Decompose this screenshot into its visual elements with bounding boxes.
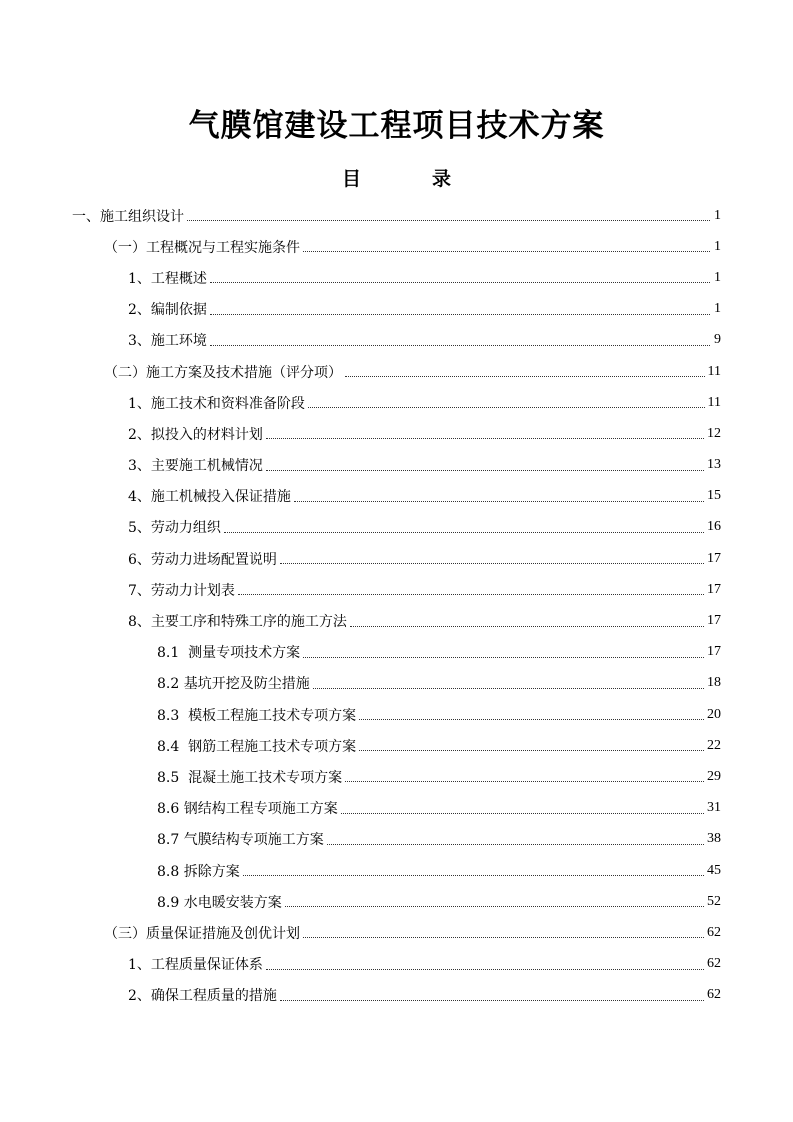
toc-entry[interactable] bbox=[0, 980, 793, 1011]
toc-entry-label: 8.1 测量专项技术方案 bbox=[157, 645, 301, 662]
toc-entry-label: 3、主要施工机械情况 bbox=[128, 458, 263, 475]
toc-dot-leader bbox=[345, 376, 705, 377]
toc-page-number: 16 bbox=[707, 519, 721, 535]
toc-page-number: 45 bbox=[707, 862, 721, 878]
toc-entry[interactable] bbox=[0, 855, 793, 886]
toc-entry-label: （二）施工方案及技术措施（评分项） bbox=[104, 364, 342, 381]
toc-entry[interactable] bbox=[0, 231, 793, 262]
toc-entry-label: 1、工程概述 bbox=[128, 270, 207, 287]
toc-entry[interactable] bbox=[0, 824, 793, 855]
toc-dot-leader bbox=[294, 501, 704, 502]
toc-dot-leader bbox=[327, 844, 704, 845]
toc-entry[interactable] bbox=[0, 699, 793, 730]
toc-entry[interactable] bbox=[0, 387, 793, 418]
toc-page-number: 11 bbox=[707, 394, 721, 410]
toc-page-number: 62 bbox=[707, 956, 721, 972]
toc-dot-leader bbox=[266, 969, 704, 970]
toc-page-number: 1 bbox=[714, 269, 721, 285]
toc-dot-leader bbox=[303, 251, 710, 252]
toc-entry[interactable] bbox=[0, 574, 793, 605]
toc-page-number: 13 bbox=[707, 457, 721, 473]
toc-entry-label: 2、编制依据 bbox=[128, 302, 207, 319]
toc-page-number: 1 bbox=[714, 207, 721, 223]
toc-page-number: 15 bbox=[707, 488, 721, 504]
toc-dot-leader bbox=[187, 220, 710, 221]
toc-dot-leader bbox=[224, 532, 704, 533]
toc-page-number: 38 bbox=[707, 831, 721, 847]
toc-page-number: 18 bbox=[707, 675, 721, 691]
toc-dot-leader bbox=[308, 407, 705, 408]
toc-dot-leader bbox=[303, 937, 704, 938]
toc-entry-label: 5、劳动力组织 bbox=[128, 520, 221, 537]
toc-entry[interactable] bbox=[0, 450, 793, 481]
toc-page-number: 17 bbox=[707, 581, 721, 597]
toc-dot-leader bbox=[243, 875, 704, 876]
toc-entry-label: 8、主要工序和特殊工序的施工方法 bbox=[128, 614, 347, 631]
toc-entry[interactable] bbox=[0, 294, 793, 325]
toc-entry-label: 1、施工技术和资料准备阶段 bbox=[128, 395, 305, 412]
toc-entry[interactable] bbox=[0, 668, 793, 699]
toc-dot-leader bbox=[210, 314, 710, 315]
toc-page-number: 17 bbox=[707, 550, 721, 566]
toc-entry-label: （一）工程概况与工程实施条件 bbox=[104, 239, 300, 256]
toc-page-number: 62 bbox=[707, 987, 721, 1003]
toc-entry[interactable] bbox=[0, 886, 793, 917]
toc-entry-label: 一、施工组织设计 bbox=[72, 208, 184, 225]
toc-entry-label: 6、劳动力进场配置说明 bbox=[128, 551, 277, 568]
toc-page-number: 1 bbox=[714, 238, 721, 254]
toc-page-number: 12 bbox=[707, 425, 721, 441]
toc-entry[interactable] bbox=[0, 761, 793, 792]
toc-entry-label: 8.7 气膜结构专项施工方案 bbox=[157, 832, 324, 849]
toc-entry[interactable] bbox=[0, 418, 793, 449]
toc-page-number: 22 bbox=[707, 737, 721, 753]
toc-entry[interactable] bbox=[0, 481, 793, 512]
toc-heading: 目 录 bbox=[341, 168, 477, 190]
toc-entry-label: 2、确保工程质量的措施 bbox=[128, 988, 277, 1005]
toc-entry-label: 4、施工机械投入保证措施 bbox=[128, 489, 291, 506]
toc-entry[interactable] bbox=[0, 730, 793, 761]
toc-entry-label: 7、劳动力计划表 bbox=[128, 582, 235, 599]
toc-dot-leader bbox=[303, 657, 704, 658]
toc-dot-leader bbox=[266, 438, 704, 439]
table-of-contents bbox=[0, 200, 793, 1011]
toc-entry[interactable] bbox=[0, 637, 793, 668]
toc-dot-leader bbox=[210, 345, 710, 346]
toc-entry[interactable] bbox=[0, 917, 793, 948]
toc-entry[interactable] bbox=[0, 262, 793, 293]
toc-page-number: 29 bbox=[707, 768, 721, 784]
document-title: 气膜馆建设工程项目技术方案 bbox=[188, 108, 605, 144]
toc-dot-leader bbox=[345, 781, 704, 782]
toc-dot-leader bbox=[350, 626, 704, 627]
toc-entry-label: 8.9 水电暖安装方案 bbox=[157, 894, 282, 911]
toc-entry-label: 8.5 混凝土施工技术专项方案 bbox=[157, 769, 343, 786]
toc-page-number: 17 bbox=[707, 644, 721, 660]
toc-entry[interactable] bbox=[0, 356, 793, 387]
toc-entry[interactable] bbox=[0, 949, 793, 980]
toc-dot-leader bbox=[341, 813, 704, 814]
toc-entry[interactable] bbox=[0, 605, 793, 636]
toc-page-number: 62 bbox=[707, 924, 721, 940]
toc-entry-label: 8.4 钢筋工程施工技术专项方案 bbox=[157, 738, 357, 755]
toc-entry[interactable] bbox=[0, 793, 793, 824]
toc-page-number: 31 bbox=[707, 800, 721, 816]
toc-page-number: 11 bbox=[707, 363, 721, 379]
toc-entry-label: 8.6 钢结构工程专项施工方案 bbox=[157, 801, 338, 818]
toc-dot-leader bbox=[266, 470, 704, 471]
toc-page-number: 9 bbox=[714, 332, 721, 348]
toc-dot-leader bbox=[238, 594, 704, 595]
toc-dot-leader bbox=[313, 688, 704, 689]
toc-dot-leader bbox=[280, 1000, 704, 1001]
toc-dot-leader bbox=[359, 719, 704, 720]
toc-entry-label: 8.3 模板工程施工技术专项方案 bbox=[157, 707, 357, 724]
toc-page-number: 20 bbox=[707, 706, 721, 722]
toc-entry-label: （三）质量保证措施及创优计划 bbox=[104, 925, 300, 942]
toc-entry-label: 8.8 拆除方案 bbox=[157, 863, 240, 880]
toc-dot-leader bbox=[359, 750, 704, 751]
toc-entry[interactable] bbox=[0, 200, 793, 231]
toc-entry-label: 3、施工环境 bbox=[128, 333, 207, 350]
toc-page-number: 17 bbox=[707, 613, 721, 629]
toc-dot-leader bbox=[285, 906, 704, 907]
toc-entry-label: 8.2 基坑开挖及防尘措施 bbox=[157, 676, 310, 693]
toc-dot-leader bbox=[280, 563, 704, 564]
toc-page-number: 52 bbox=[707, 893, 721, 909]
toc-page-number: 1 bbox=[714, 301, 721, 317]
toc-entry[interactable] bbox=[0, 325, 793, 356]
toc-entry-label: 1、工程质量保证体系 bbox=[128, 957, 263, 974]
toc-entry-label: 2、拟投入的材料计划 bbox=[128, 426, 263, 443]
toc-entry[interactable] bbox=[0, 512, 793, 543]
toc-dot-leader bbox=[210, 282, 710, 283]
toc-entry[interactable] bbox=[0, 543, 793, 574]
